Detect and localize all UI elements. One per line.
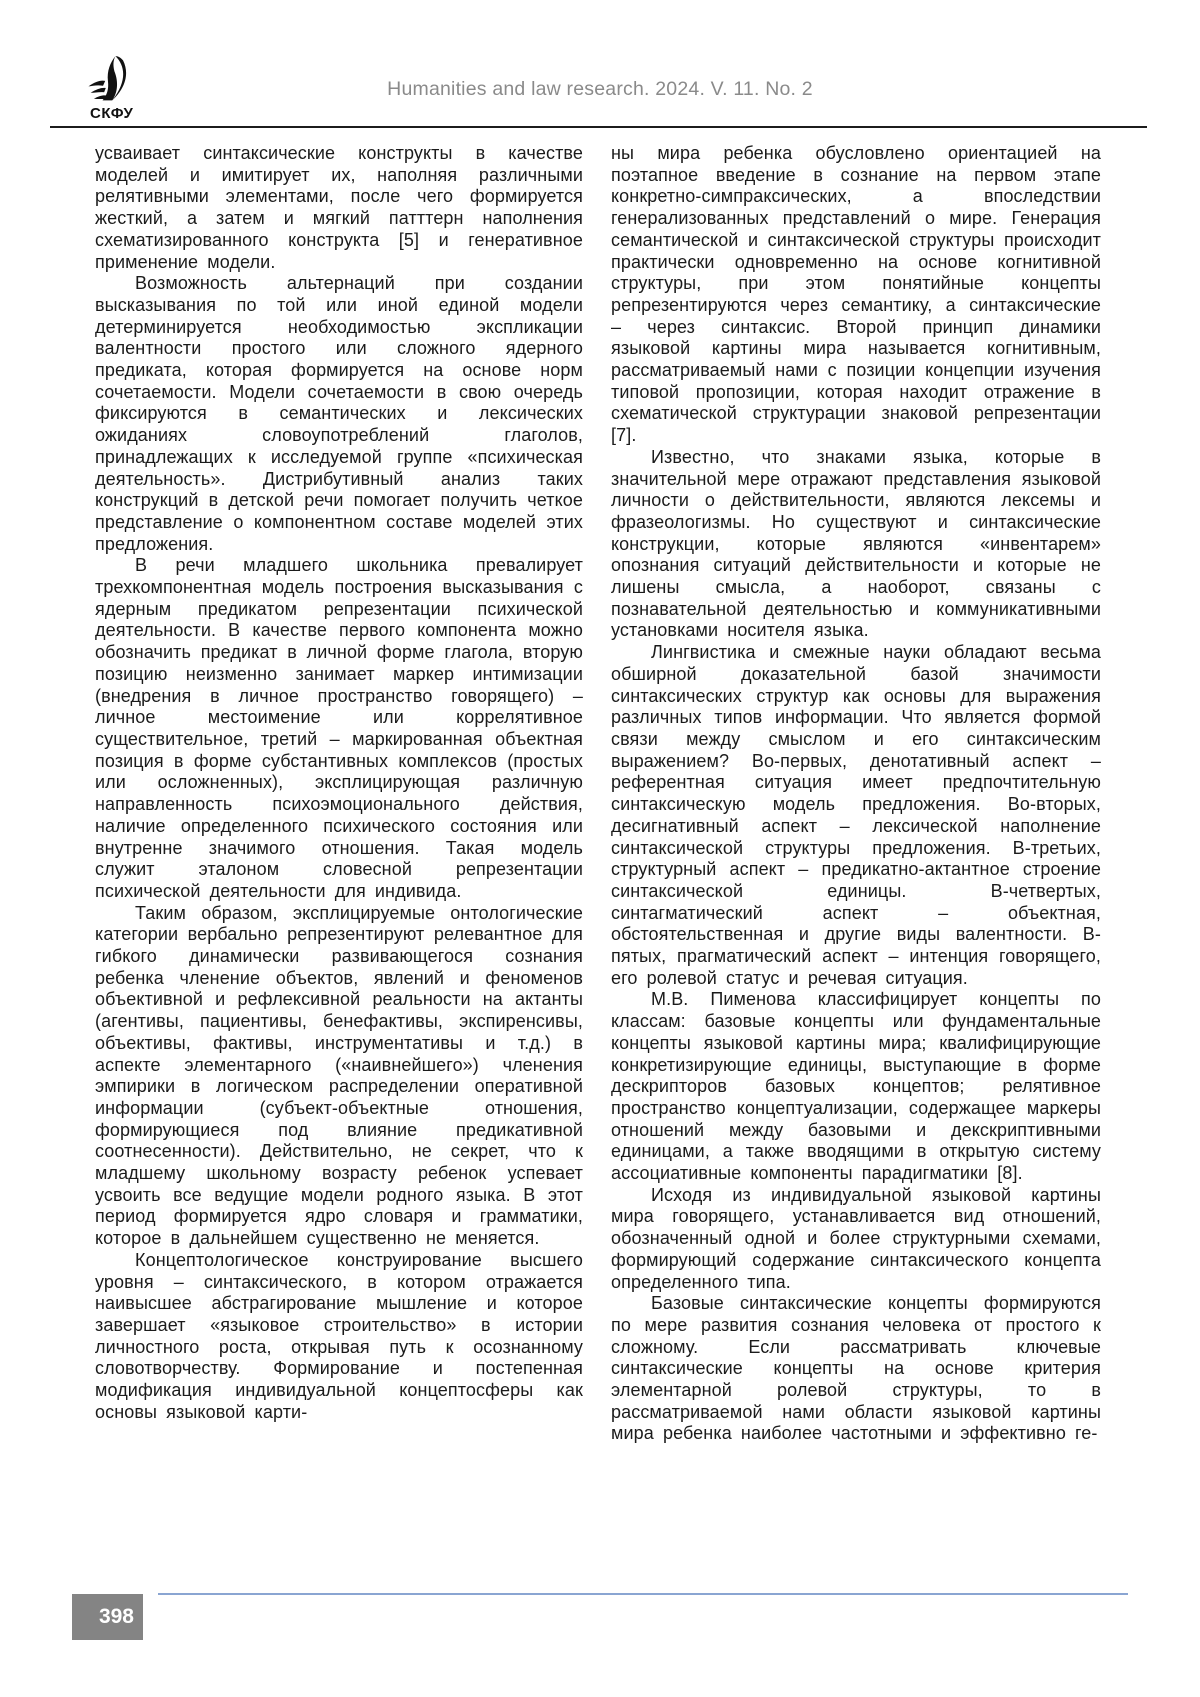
paragraph: усваивает синтаксические конструкты в качестве моделей и имитирует их, наполняя различными релятивными элементами, после чего формируется жесткий, а затем и мягкий патттерн наполнения схематизированного конструкта [5] и генеративное применение модели. xyxy=(95,143,583,272)
header-divider xyxy=(50,126,1147,128)
paragraph: Лингвистика и смежные науки обладают весьма обширной доказательной базой значимости синтаксических структур как основы для выражения различных типов информации. Что является формой связи между смыслом и его синтаксическим выражением? Во-первых, денотативный аспект – референтная ситуация имеет предпочтительную синтаксическую модель предложения. Во-вторых, десигнативный аспект – лексической наполнение синтаксической структуры предложения. В-третьих, структурный аспект – предикатно-актантное строение синтаксической единицы. В-четвертых, синтагматический аспект – объектная, обстоятельственная и другие виды валентности. В-пятых, прагматический аспект – интенция говорящего, его ролевой статус и речевая ситуация. xyxy=(611,642,1101,988)
article-body xyxy=(95,143,1101,1445)
paragraph: М.В. Пименова классифицирует концепты по классам: базовые концепты или фундаментальные концепты языковой картины мира; квалифицирующие конкретизирующие единицы, выступающие в форме дескрипторов базовых концептов; релятивное пространство концептуализации, содержащее маркеры отношений между базовыми и декскриптивными единицами, а также вводящими в открытую систему ассоциативные компоненты парадигматики [8]. xyxy=(611,989,1101,1184)
footer-divider xyxy=(158,1593,1128,1595)
paragraph: Таким образом, эксплицируемые онтологические категории вербально репрезентируют релевантное для гибкого динамически развивающегося сознания ребенка членение объектов, явлений и феноменов объективной и рефлексивной реальности на актанты (агентивы, пациентивы, бенефактивы, экспиренсивы, объективы, фактивы, инструментативы и т.д.) в аспекте элементарного («наивнейшего») членения эмпирики в логическом распределении оперативной информации (субъект-объектные отношения, формирующиеся под влияние предикативной соотнесенности). Действительно, не секрет, что к младшему школьному возрасту ребенок успевает усвоить все ведущие модели родного языка. В этот период формируется ядро словаря и грамматики, которое в дальнейшем существенно не меняется. xyxy=(95,902,583,1249)
page-number-badge xyxy=(72,1594,143,1640)
paragraph: Известно, что знаками языка, которые в значительной мере отражают представления языковой личности о действительности, являются лексемы и фразеологизмы. Но существуют и синтаксические конструкции, которые являются «инвентарем» опознания ситуаций действительности и которые не лишены смысла, а наоборот, связаны с познавательной деятельностью и коммуникативными установками носителя языка. xyxy=(611,446,1101,641)
page-header xyxy=(0,0,1200,130)
paragraph: ны мира ребенка обусловлено ориентацией на поэтапное введение в сознание на первом этапе конкретно-симпраксических, а впоследствии генерализованных представлений о мире. Генерация семантической и синтаксической структуры происходит практически одновременно на основе когнитивной структуры, при этом понятийные концепты репрезентируются через семантику, а синтаксические – через синтаксис. Второй принцип динамики языковой картины мира называется когнитивным, рассматриваемый нами с позиции концепции изучения типовой пропозиции, которая находит отражение в схематической структурации знаковой репрезентации [7]. xyxy=(611,143,1101,446)
text-column-right xyxy=(611,143,1101,1445)
paragraph: Исходя из индивидуальной языковой картины мира говорящего, устанавливается вид отношений, обозначенный одной и более структурными схемами, формирующий содержание синтаксического концепта определенного типа. xyxy=(611,1184,1101,1292)
paragraph: Базовые синтаксические концепты формируются по мере развития сознания человека от простого к сложному. Если рассматривать ключевые синтаксические концепты на основе критерия элементарной ролевой структуры, то в рассматриваемой нами области языковой картины мира ребенка наиболее частотными и эффективно ге- xyxy=(611,1293,1101,1444)
logo-label: СКФУ xyxy=(90,105,134,122)
text-column-left xyxy=(95,143,583,1445)
journal-title: Humanities and law research. 2024. V. 11. No. 2 xyxy=(387,78,813,100)
paragraph: Возможность альтернаций при создании высказывания по той или иной единой модели детерминируется необходимостью экспликации валентности простого или сложного ядерного предиката, которая формируется на основе норм сочетаемости. Модели сочетаемости в свою очередь фиксируются в семантических и лексических ожиданиях словоупотреблений глаголов, принадлежащих к исследуемой группе «психическая деятельность». Дистрибутивный анализ таких конструкций в детской речи помогает получить четкое представление о компонентном составе моделей этих предложения. xyxy=(95,273,583,554)
paragraph: Концептологическое конструирование высшего уровня – синтаксического, в котором отражается наивысшее абстрагирование мышление и которое завершает «языковое строительство» в истории личностного роста, открывая путь к осознанному словотворчеству. Формирование и постепенная модификация индивидуальной концептосферы как основы языковой карти- xyxy=(95,1249,583,1422)
page-number: 398 xyxy=(98,1605,134,1628)
paragraph: В речи младшего школьника превалирует трехкомпонентная модель построения высказывания с ядерным предикатом репрезентации психической деятельности. В качестве первого компонента можно обозначить предикат в личной форме глагола, вторую позицию неизменно занимает маркер интимизации (внедрения в личное пространство говорящего) – личное местоимение или коррелятивное существительное, третий – маркированная объектная позиция в форме субстантивных комплексов (простых или осложненных), эксплицирующая различную направленность психоэмоционального действия, наличие определенного психического состояния или внутренне значимого отношения. Такая модель служит эталоном словесной репрезентации психической деятельности для индивида. xyxy=(95,555,583,901)
